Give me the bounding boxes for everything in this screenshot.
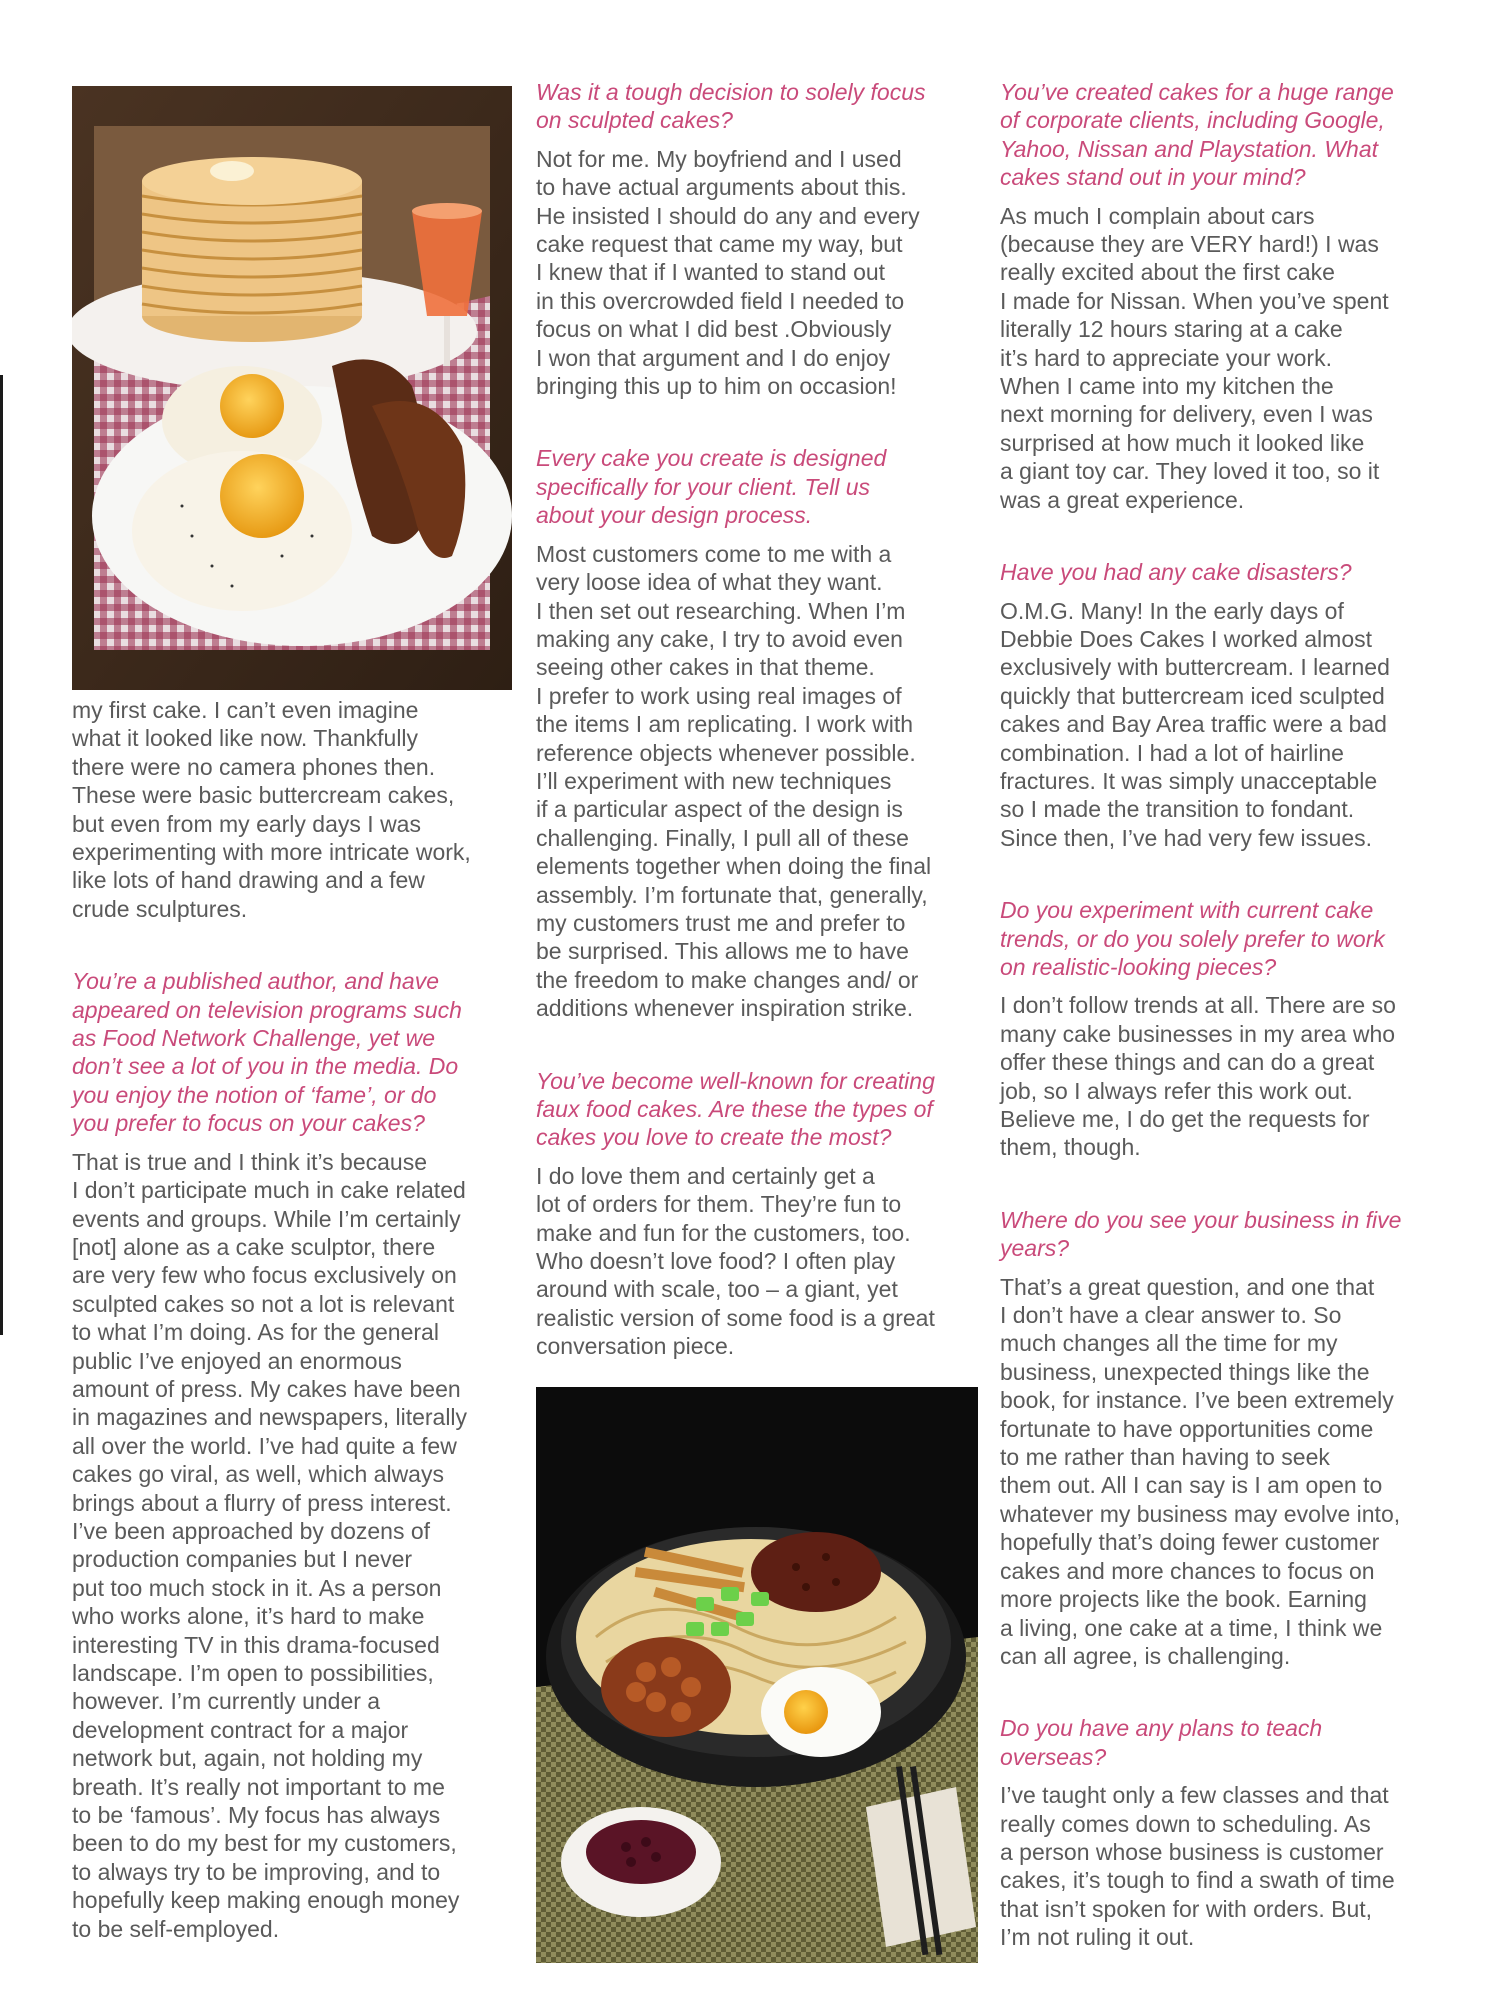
answer-five-years: That’s a great question, and one that I don’t have a clear answer to. So much changes all the time for my business, unexpected things like the book, for instance. I’ve been extremely fortunate to have opportunities come to me rather than having to seek them out. All I can say is I am open to whatever my business may evolve into, hopefully that’s doing fewer customer cakes and more chances to focus on more projects like the book. Earning a living, one cake at a time, I think we can all agree, is challenging. <box>1000 1273 1401 1669</box>
question-fame: You’re a published author, and have appeared on television programs such as Food Network Challenge, yet we don’t see a lot of you in the media. Do you enjoy the notion of ‘fame’, or do you prefer to focus on your cakes? <box>72 968 462 1137</box>
question-design-process: Every cake you create is designed specifically for your client. Tell us about your design process. <box>536 445 887 529</box>
question-cake-disasters: Have you had any cake disasters? <box>1000 559 1352 586</box>
answer-sculpted-cakes: Not for me. My boyfriend and I used to have actual arguments about this. He insisted I should do any and every cake request that came my way, but I knew that if I wanted to stand out in this overcrowded field I needed to focus on what I did best .Obviously I won that argument and I do enjoy bringing this up to him on occasion! <box>536 145 920 400</box>
answer-cake-disasters: O.M.G. Many! In the early days of Debbie Does Cakes I worked almost exclusively with buttercream. I learned quickly that buttercream iced sculpted cakes and Bay Area traffic were a bad combination. I had a lot of hairline fractures. It was simply unacceptable so I made the transition to fondant. Since then, I’ve had very few issues. <box>1000 597 1390 851</box>
pancakes-eggs-cake-photo <box>72 86 512 690</box>
column-1 <box>72 86 512 1987</box>
intro-continuation-text: my first cake. I can’t even imagine what it looked like now. Thankfully there were no camera phones then. These were basic buttercream cakes, but even from my early days I was experimenting with more intricate work, like lots of hand drawing and a few crude sculptures. <box>72 697 471 922</box>
question-sculpted-cakes: Was it a tough decision to solely focus on sculpted cakes? <box>536 79 926 134</box>
question-faux-food: You’ve become well-known for creating faux food cakes. Are these the types of cakes you love to create the most? <box>536 1067 935 1151</box>
answer-faux-food: I do love them and certainly get a lot of orders for them. They’re fun to make and fun for the customers, too. Who doesn’t love food? I often play around with scale, too – a giant, yet realistic version of some food is a great conversation piece. <box>536 1162 935 1360</box>
answer-teach-overseas: I’ve taught only a few classes and that really comes down to scheduling. As a person whose business is customer cakes, it’s tough to find a swath of time that isn’t spoken for with orders. But, I’m not ruling it out. <box>1000 1782 1395 1951</box>
page-edge-bar <box>0 375 3 1335</box>
answer-fame: That is true and I think it’s because I don’t participate much in cake related events and groups. While I’m certainly [not] alone as a cake sculptor, there are very few who focus exclusively on sculpted cakes so not a lot is relevant to what I’m doing. As for the general public I’ve enjoyed an enormous amount of press. My cakes have been in magazines and newspapers, literally all over the world. I’ve had quite a few cakes go viral, as well, which always brings about a flurry of press interest. I’ve been approached by dozens of production companies but I never put too much stock in it. As a person who works alone, it’s hard to make interesting TV in this drama-focused landscape. I’m open to possibilities, however. I’m currently under a development contract for a major network but, again, not holding my breath. It’s really not important to me to be ‘famous’. My focus has always been to do my best for my customers, to always try to be improving, and to hopefully keep making enough money to be self-employed. <box>72 1148 468 1942</box>
pancakes-eggs-illustration <box>72 86 512 690</box>
answer-cake-trends: I don’t follow trends at all. There are so many cake businesses in my area who offer these things and can do a great job, so I always refer this work out. Believe me, I do get the requests for them, though. <box>1000 992 1396 1161</box>
question-corporate-clients: You’ve created cakes for a huge range of corporate clients, including Google, Yahoo, Nissan and Playstation. What cakes stand out in your mind? <box>1000 79 1394 191</box>
answer-corporate-clients: As much I complain about cars (because they are VERY hard!) I was really excited about the first cake I made for Nissan. When you’ve spent literally 12 hours staring at a cake it’s hard to appreciate your work. When I came into my kitchen the next morning for delivery, even I was surprised at how much it looked like a giant toy car. They loved it too, so it was a great experience. <box>1000 202 1389 513</box>
column-3 <box>1000 78 1440 1996</box>
noodle-bowl-cake-photo <box>536 1387 978 1963</box>
noodle-bowl-illustration <box>536 1387 978 1963</box>
question-five-years: Where do you see your business in five years? <box>1000 1206 1402 1262</box>
question-cake-trends: Do you experiment with current cake trends, or do you solely prefer to work on realistic-looking pieces? <box>1000 897 1385 980</box>
column-2 <box>536 78 976 1963</box>
answer-design-process: Most customers come to me with a very loose idea of what they want. I then set out researching. When I’m making any cake, I try to avoid even seeing other cakes in that theme. I prefer to work using real images of the items I am replicating. I work with reference objects whenever possible. I’ll experiment with new techniques if a particular aspect of the design is challenging. Finally, I pull all of these elements together when doing the final assembly. I’m fortunate that, generally, my customers trust me and prefer to be surprised. This allows me to have the freedom to make changes and/ or additions whenever inspiration strike. <box>536 540 932 1022</box>
question-teach-overseas: Do you have any plans to teach overseas? <box>1000 1715 1323 1770</box>
